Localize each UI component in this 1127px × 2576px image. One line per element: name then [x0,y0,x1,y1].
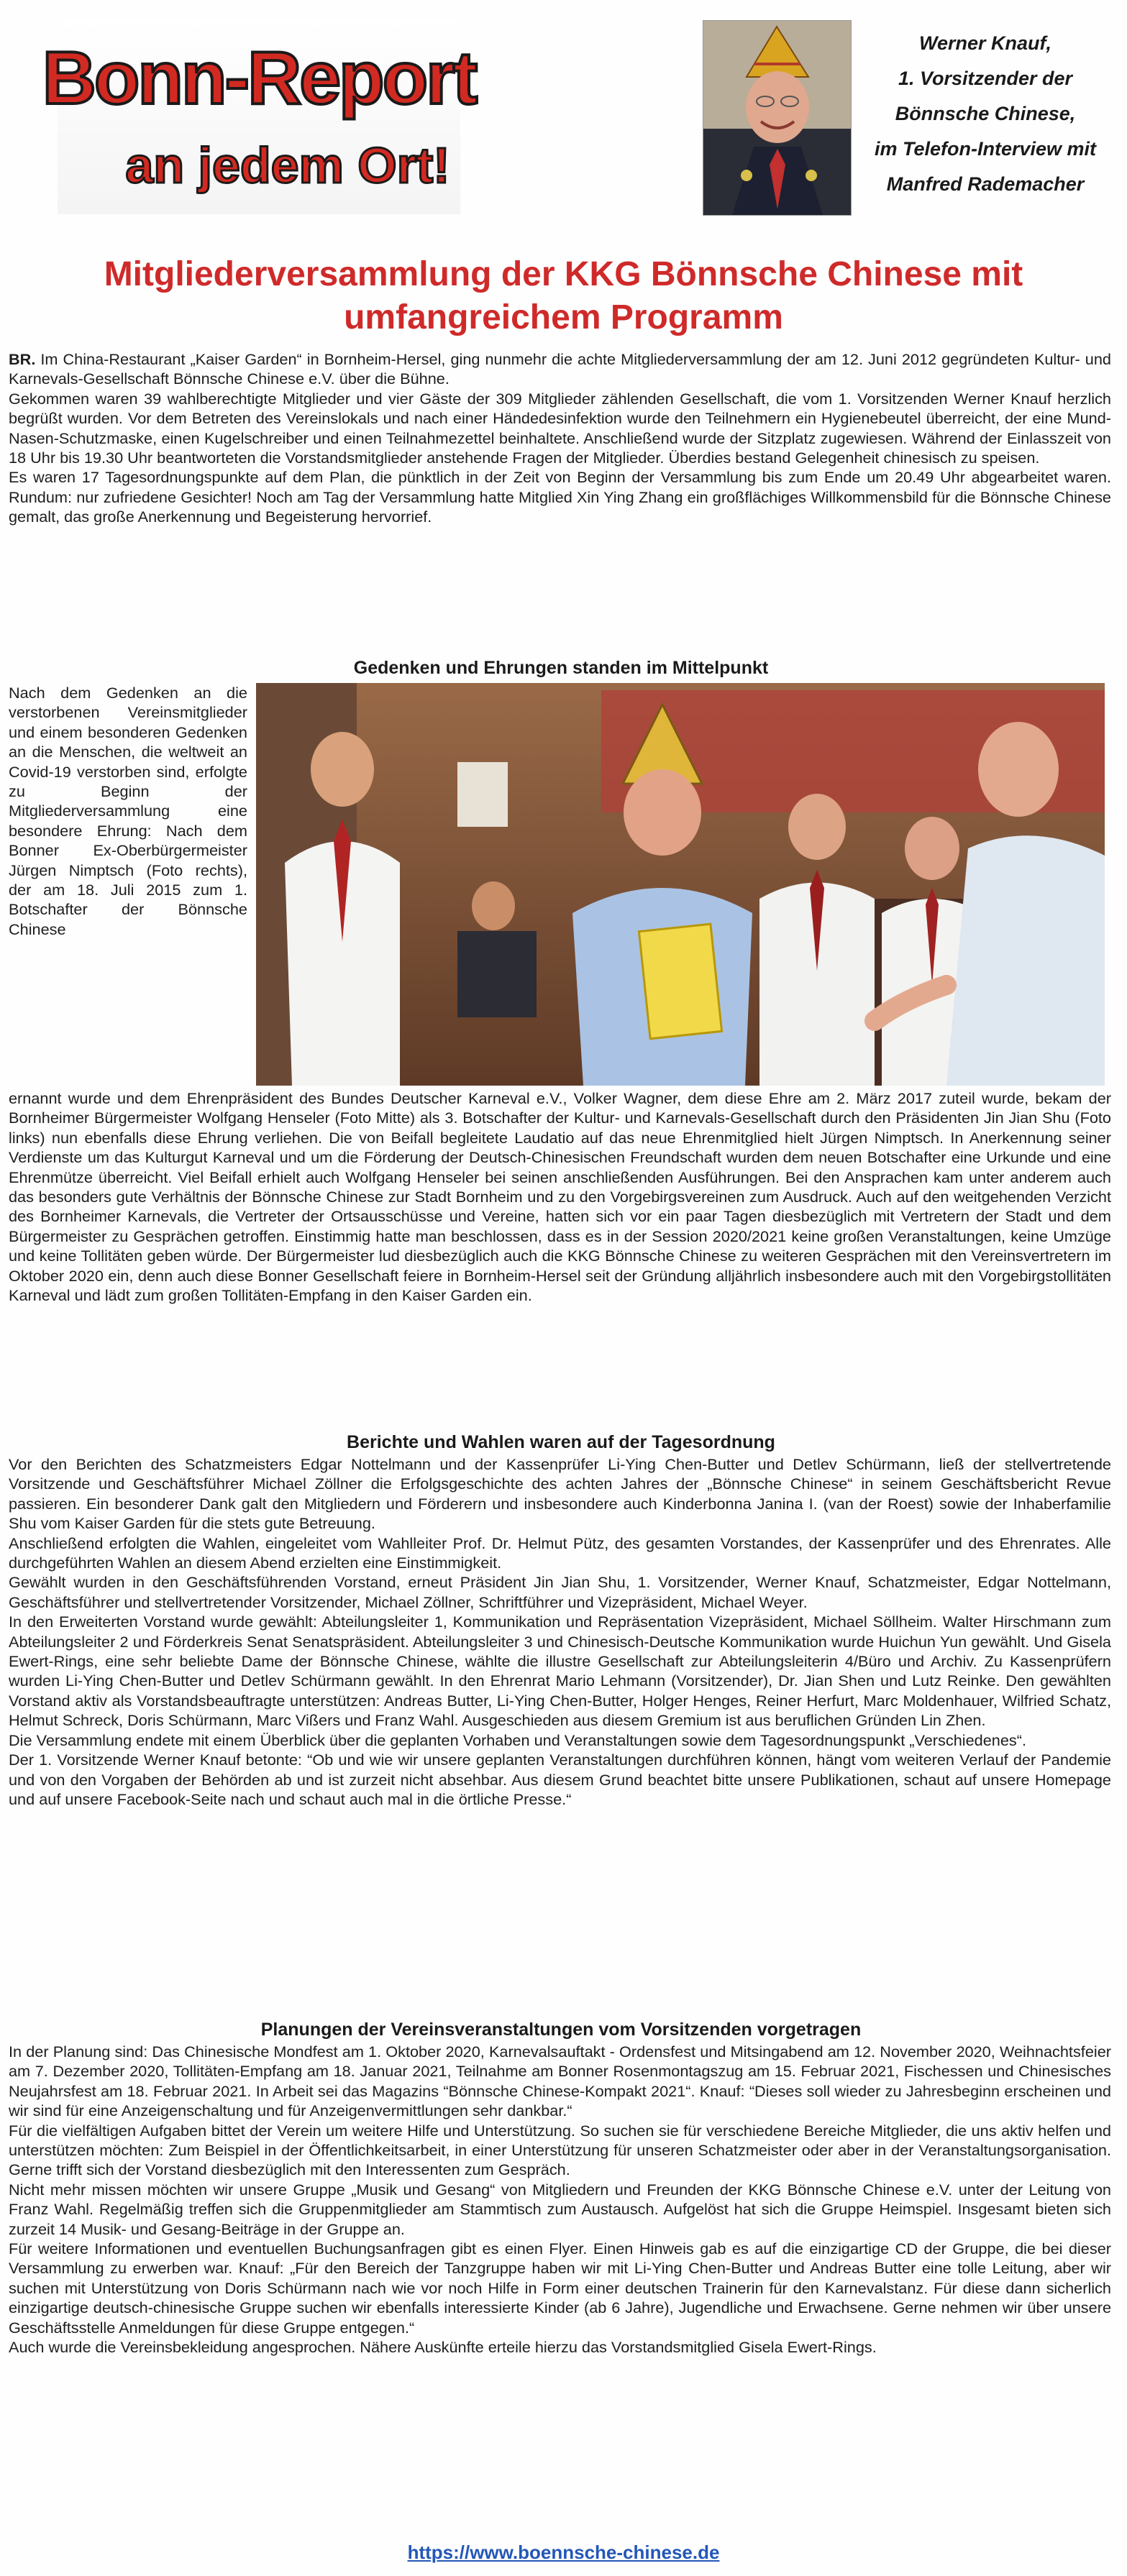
paragraph: Anschließend erfolgten die Wahlen, eingeleitet vom Wahlleiter Prof. Dr. Helmut Pütz, des gesamten Vorstandes, der Kassenprüfer und des Ehrenrates. Alle durchgeführten Wahlen an diesem Abend erzielten eine Einstimmigkeit. [9,1534,1111,1572]
logo-title-graphic [42,33,476,120]
caption-line: Manfred Rademacher [886,173,1085,195]
portrait-photo [703,20,852,216]
subheading-berichte: Berichte und Wahlen waren auf der Tagesordnung [347,1432,775,1452]
paragraph: Für die vielfältigen Aufgaben bittet der Verein um weitere Hilfe und Unterstützung. So suchen sie für verschiedene Bereiche Mitglieder, die uns aktiv helfen und unterstützen möchten: Zum Beispiel in der Öffentlichkeitsarbeit, in einer Unterstützung für unseren Schatzmeister oder aber in der Veranstaltungsorganisation. Gerne trifft sich der Vorstand diesbezüglich mit den Interessenten zum Gespräch. [9,2121,1111,2179]
subheading-planungen: Planungen der Vereinsveranstaltungen vom Vorsitzenden vorgetragen [260,2020,862,2040]
paragraph: Der 1. Vorsitzende Werner Knauf betonte: “Ob und wie wir unsere geplanten Veranstaltungen durchführen können, hängt vom weiteren Verlauf der Pandemie und von den Vorgaben der Behörden ab und ist zurzeit nicht absehbar. Aus diesem Grund beachtet bitte unsere Publikationen, schaut auf unsere Homepage und auf unsere Facebook-Seite nach und schaut auch mal in die örtliche Presse.“ [9,1751,1111,1808]
logo-subtitle-graphic [125,128,450,200]
article-headline: Mitgliederversammlung der KKG Bönnsche Chinese mit umfangreichem Programm [104,255,1023,336]
paragraph: Auch wurde die Vereinsbekleidung angesprochen. Nähere Auskünfte erteile hierzu das Vorstandsmitglied Gisela Ewert-Rings. [9,2338,877,2357]
subheading-gedenken: Gedenken und Ehrungen standen im Mittelpunkt [353,658,769,678]
caption-line: Bönnsche Chinese, [895,103,1076,124]
logo-line1: Bonn-Report [42,37,476,120]
elections-block [9,1454,1111,1809]
intro-lead: BR. [9,350,36,368]
side-column-text: Nach dem Gedenken an die verstorbenen Vereinsmitglieder und einem besonderen Gedenken an die Menschen, die weltweit an Covid-19 verstorben sind, erfolgte zu Beginn der Mitgliederversammlung eine besondere Ehrung: Nach dem Bonner Ex-Oberbürgermeister Jürgen Nimptsch (Foto rechts), der am 18. Juli 2015 zum 1. Botschafter der Bönnsche Chinese [9,684,247,938]
paragraph: ernannt wurde und dem Ehrenpräsident des Bundes Deutscher Karneval e.V., Volker Wagner, dem diese Ehre am 2. März 2017 zuteil wurde, bekam der Bornheimer Bürgermeister Wolfgang Henseler (Foto Mitte) als 3. Botschafter der Kultur- und Karnevals-Gesellschaft durch den Präsidenten Jin Jian Shu (Foto links) nun ebenfalls diese Ehrung verliehen. Die von Beifall begleitete Laudatio auf das neue Ehrenmitglied hielt Jürgen Nimptsch. In Anerkennung seiner Verdienste um das Kulturgut Karneval und um die Förderung der Deutsch-Chinesischen Freundschaft wurden dem neuen Botschafter eine Urkunde und eine Ehrenmütze überreicht. Viel Beifall erhielt auch Wolfgang Henseler bei seinen anschließenden Ausführungen. Bei den Ansprachen kam unter anderem auch das besonders gute Verhältnis der Bönnsche Chinese zur Stadt Bornheim und zu den Vorgebirgsvereinen zum Ausdruck. Auch auf den weitgehenden Verzicht des Bornheimer Karnevals, die Vertreter der Ortsausschüsse und Vereine, hatten sich vor ein paar Tagen diesbezüglich mit Vertretern der Stadt und dem Bürgermeister zu Gesprächen getroffen. Einstimmig hatte man beschlossen, dass es in der Session 2020/2021 keine großen Veranstaltungen, keine Umzüge und keine Tollitäten geben würde. Der Bürgermeister lud diesbezüglich auch die KKG Bönnsche Chinese zu weiteren Gesprächen mit den Vereinsvertretern im Oktober 2020 ein, denn auch diese Bonner Gesellschaft feiere in Bornheim-Hersel seit der Gründung alljährlich insbesondere auch mit den Vorgebirgstollitäten Karneval und lädt zum großen Tollitäten-Empfang in den Kaiser Garden ein. [9,1089,1111,1305]
intro-text: Im China-Restaurant „Kaiser Garden“ in Bornheim-Hersel, ging nunmehr die achte Mitgliederversammlung der am 12. Juni 2012 gegründeten Kultur- und Karnevals-Gesellschaft Bönnsche Chinese e.V. über die Bühne. [9,350,1111,388]
paragraph: In den Erweiterten Vorstand wurde gewählt: Abteilungsleiter 1, Kommunikation und Repräsentation Vizepräsident, Michael Söllheim. Walter Hirschmann zum Abteilungsleiter 2 und Förderkreis Senat Senatspräsident. Abteilungsleiter 3 und Chinesisch-Deutsche Kommunikation wurde Huichun Yun gewählt. Und Gisela Ewert-Rings, eine sehr beliebte Dame der Bönnsche Chinese, wählte die illustre Gesellschaft zur Abteilungsleiterin 4/Büro und Archiv. Zu Kassenprüfern wurden Li-Ying Chen-Butter und Detlev Schürmann gewählt. In den Ehrenrat Mario Lehmann (Vorsitzender), Dr. Jian Shen und Lutz Reinke. Den gewählten Vorstand aktiv als Vorstandsbeauftragte unterstützen: Andreas Butter, Li-Ying Chen-Butter, Holger Henges, Reiner Herfurt, Marc Moldenhauer, Wilfried Schatz, Helmut Schreck, Doris Schürmann, Marc Vißers und Franz Wahl. Ausgeschieden aus diesem Gremium ist aus beruflichen Gründen Lin Zhen. [9,1613,1111,1730]
caption-line: 1. Vorsitzender der [898,68,1073,89]
planning-block [9,2042,1111,2357]
paragraph: Nicht mehr missen möchten wir unsere Gruppe „Musik und Gesang“ von Mitgliedern und Freunden der KKG Bönnsche Chinese e.V. unter der Leitung von Franz Wahl. Regelmäßig treffen sich die Gruppenmitglieder am Stammtisch zum Austausch. Aufgelöst hat sich die Gruppe Heimspiel. Insgesamt bieten sich zurzeit 14 Musik- und Gesang-Beiträge in der Gruppe an. [9,2180,1111,2238]
group-photo-illustration [256,683,1105,1086]
caption-line: im Telefon-Interview mit [874,138,1097,160]
group-photo [256,683,1105,1086]
paragraph: Für weitere Informationen und eventuellen Buchungsanfragen gibt es einen Flyer. Einen Hinweis gab es auf die einzigartige CD der Gruppe, die bei dieser Versammlung zu erwerben war. Knauf: „Für den Bereich der Tanzgruppe haben wir mit Li-Ying Chen-Butter und Andreas Butter eine tolle Leitung, aber wir suchen mit Unterstützung von Doris Schürmann nach wie vor noch Hilfe in Form einer deutschen Trainerin für den Karnevalstanz. Für diese dann sicherlich einzigartige deutsch-chinesische Gruppe suchen wir ebenfalls interessierte Kinder (ab 6 Jahre), Jugendliche und Erwachsene. Gerne nehmen wir über unsere Geschäftsstelle Anmeldungen für diese Gruppe entgegen.“ [9,2240,1111,2337]
paragraph: Vor den Berichten des Schatzmeisters Edgar Nottelmann und der Kassenprüfer Li-Ying Chen-Butter und Detlev Schürmann, ließ der stellvertretende Vorsitzende und Geschäftsführer Michael Zöllner die Erfolgsgeschichte des achten Jahres der „Bönnsche Chinese“ in seinem Geschäftsbericht Revue passieren. Ein besonderer Dank galt den Mitgliedern und Förderern und insbesondere auch Kinderbonna Janina I. (van der Roest) sowie der Inhaberfamilie Shu vom Kaiser Garden für die stets gute Betreuung. [9,1455,1111,1533]
intro-paragraph [9,349,1111,389]
website-link[interactable]: https://www.boennsche-chinese.de [407,2541,720,2563]
logo-line2: an jedem Ort! [125,137,450,193]
paragraph: Es waren 17 Tagesordnungspunkte auf dem Plan, die pünktlich in der Zeit von Beginn der Versammlung bis zum Ende um 20.49 Uhr abgearbeitet waren. Rundum: nur zufriedene Gesichter! Noch am Tag der Versammlung hatte Mitglied Xin Ying Zhang ein großflächiges Willkommensbild für die Bönnsche Chinese gemalt, das große Anerkennung und Begeisterung hervorrief. [9,468,1111,526]
intro-block [9,349,1111,527]
paragraph: Gewählt wurden in den Geschäftsführenden Vorstand, erneut Präsident Jin Jian Shu, 1. Vorsitzender, Werner Knauf, Schatzmeister, Edgar Nottelmann, Geschäftsführer und stellvertretender Vorsitzender, Michael Zöllner, Schriftführer und Vizepräsident, Michael Weyer. [9,1573,1111,1611]
paragraph: Gekommen waren 39 wahlberechtigte Mitglieder und vier Gäste der 309 Mitglieder zählenden Gesellschaft, die vom 1. Vorsitzenden Werner Knauf herzlich begrüßt wurden. Vor dem Betreten des Vereinslokals und nach einer Händedesinfektion wurde den Teilnehmern ein Hygienebeutel überreicht, der eine Mund-Nasen-Schutzmaske, einen Kugelschreiber und einen Teilnahmezettel beinhaltete. Anschließend wurde der Sitzplatz zugewiesen. Während der Einlasszeit von 18 Uhr bis 19.30 Uhr beantworteten die Vorstandsmitglieder anstehende Fragen der Mitglieder. Überdies bestand Gelegenheit chinesisch zu speisen. [9,389,1111,467]
paragraph: Die Versammlung endete mit einem Überblick über die geplanten Vorhaben und Veranstaltungen sowie dem Tagesordnungspunkt „Verschiedenes“. [9,1731,1026,1749]
honors-block [9,1088,1111,1305]
bonn-report-logo [42,20,476,214]
caption-line: Werner Knauf, [918,32,1052,54]
interview-caption [859,26,1111,202]
paragraph: In der Planung sind: Das Chinesische Mondfest am 1. Oktober 2020, Karnevalsauftakt - Ordensfest und Mitsingabend am 12. November 2020, Weihnachtsfeier am 7. Dezember 2020, Tollitäten-Empfang am 18. Januar 2021, Teilnahme am Bonner Rosenmontagszug am 15. Februar 2021, Fischessen und Chinesisches Neujahrsfest am 18. Februar 2021. In Arbeit sei das Magazins “Bönnsche Chinese-Kompakt 2021“. Knauf: “Dieses soll wieder zu Jahresbeginn erscheinen und wir sind für eine Anzeigenschaltung und für Anzeigenvermittlungen sehr dankbar.“ [9,2043,1111,2120]
portrait-illustration [703,21,851,215]
